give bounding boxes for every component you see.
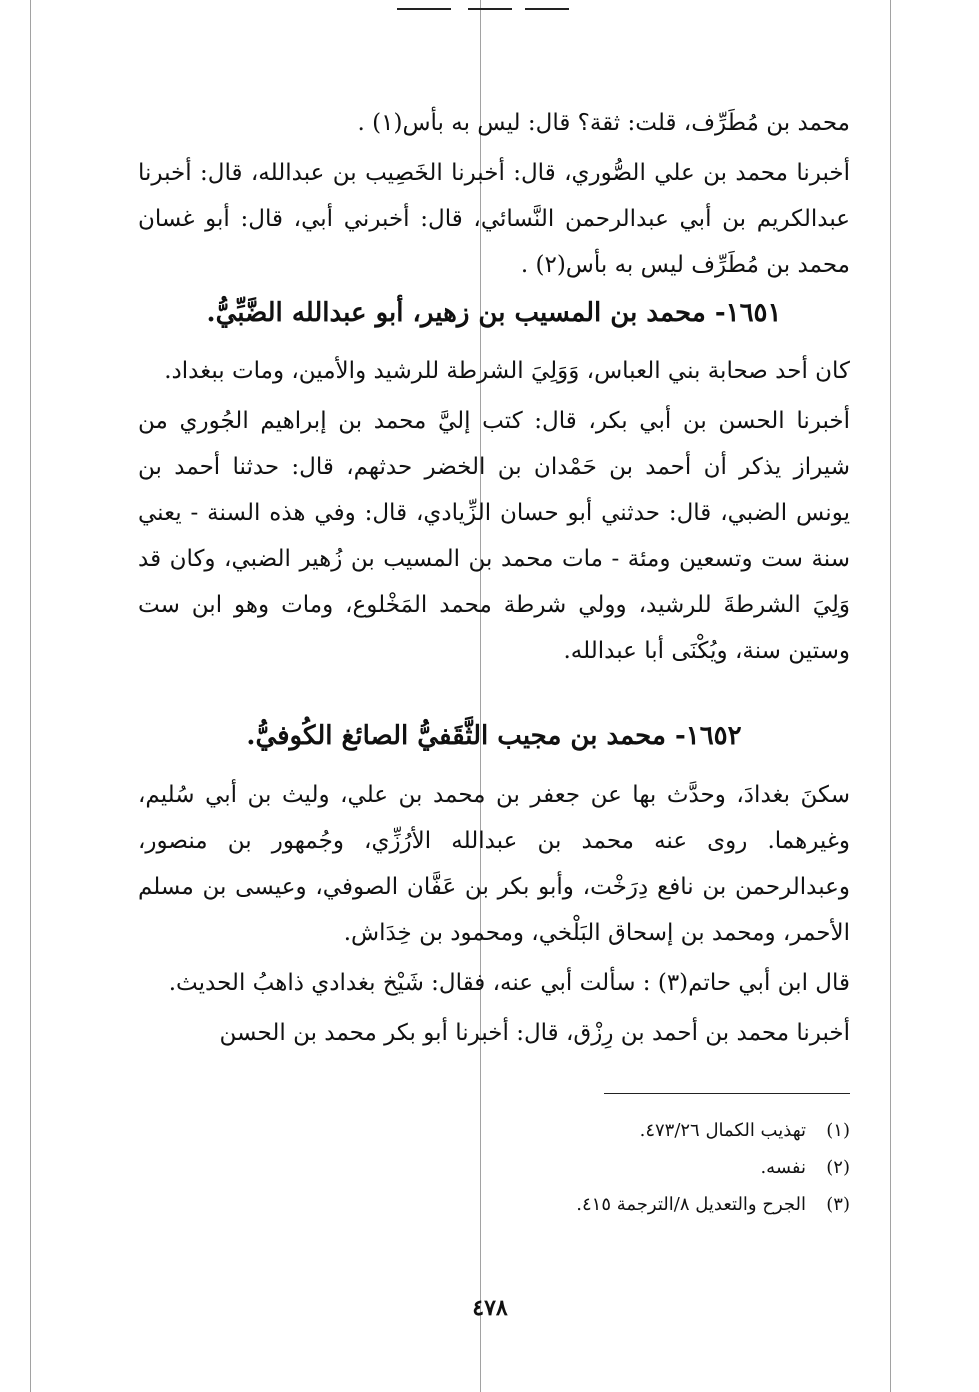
scan-line-left <box>30 0 31 1392</box>
top-mark-2 <box>468 8 512 10</box>
paragraph-7: أخبرنا محمد بن أحمد بن رِزْق، قال: أخبرنا أبو بكر محمد بن الحسن <box>219 1020 850 1046</box>
paragraph-6: قال ابن أبي حاتم(٣) : سألت أبي عنه، فقال: شَيْخ بغدادي ذاهبُ الحديث. <box>168 970 850 996</box>
text-block-bottom <box>138 772 850 1056</box>
paragraph-4: أخبرنا الحسن بن أبي بكر، قال: كتب إليَّ محمد بن إبراهيم الجُوري من شيراز يذكر أن أحمد بن حَمْدان بن الخضر حدثهم، قال: حدثنا أحمد بن يونس الضبي، قال: حدثني أبو حسان الزِّيادي، قال: وفي هذه السنة - يعني سنة ست وتسعين ومئة - مات محمد بن المسيب بن زُهير الضبي، وكان قد وَلِيَ الشرطةَ للرشيد، وولي شرطة محمد المَخْلوع، ومات وهو ابن ست وستين سنة، ويُكْنَى أبا عبدالله. <box>138 408 850 664</box>
scan-line-right <box>890 0 891 1392</box>
page-number: ٤٧٨ <box>472 1295 508 1321</box>
footnote-text: تهذيب الكمال ٤٧٣/٢٦. <box>639 1120 806 1141</box>
footnote-text: نفسه. <box>760 1157 806 1178</box>
footnote-3 <box>500 1186 850 1223</box>
footnote-1 <box>500 1112 850 1149</box>
text-block-top <box>138 100 850 288</box>
entry-heading-1652: ١٦٥٢- محمد بن مجيب الثَّقَفيُّ الصائغ الكُوفيُّ. <box>246 721 742 751</box>
paragraph-5: سكنَ بغدادَ، وحدَّث بها عن جعفر بن محمد بن علي، وليث بن أبي سُليم، وغيرهما. روى عنه محمد بن عبدالله الأرُزِّي، وجُمهور بن منصور، وعبدالرحمن بن نافع دِرَخْت، وأبو بكر بن عَفَّان الصوفي، وعيسى بن مسلم الأحمر، ومحمد بن إسحاق البَلْخي، ومحمود بن خِدَاش. <box>138 782 850 946</box>
top-mark-3 <box>525 8 569 10</box>
footnote-number: (٣) <box>826 1194 850 1215</box>
paragraph-1: محمد بن مُطَرِّف، قلت: ثقة؟ قال: ليس به بأس(١) . <box>357 110 850 136</box>
footnote-text: الجرح والتعديل ٨/الترجمة ٤١٥. <box>576 1194 806 1215</box>
footnote-separator <box>604 1093 850 1094</box>
top-mark-1 <box>397 8 451 10</box>
entry-heading-1651: ١٦٥١- محمد بن المسيب بن زهير، أبو عبدالله الضَّبِّيُّ. <box>206 298 782 328</box>
footnotes <box>500 1112 850 1223</box>
footnote-number: (٢) <box>826 1157 850 1178</box>
footnote-2 <box>500 1149 850 1186</box>
text-block-middle <box>138 348 850 674</box>
paragraph-2: أخبرنا محمد بن علي الصُّوري، قال: أخبرنا الخَصِيب بن عبدالله، قال: أخبرنا عبدالكريم بن أبي عبدالرحمن النَّسائي، قال: أخبرني أبي، قال: أبو غسان محمد بن مُطَرِّف ليس به بأس(٢) . <box>138 160 850 278</box>
paragraph-3: كان أحد صحابة بني العباس، وَوَلِيَ الشرطة للرشيد والأمين، ومات ببغداد. <box>164 358 850 384</box>
footnote-number: (١) <box>826 1120 850 1141</box>
